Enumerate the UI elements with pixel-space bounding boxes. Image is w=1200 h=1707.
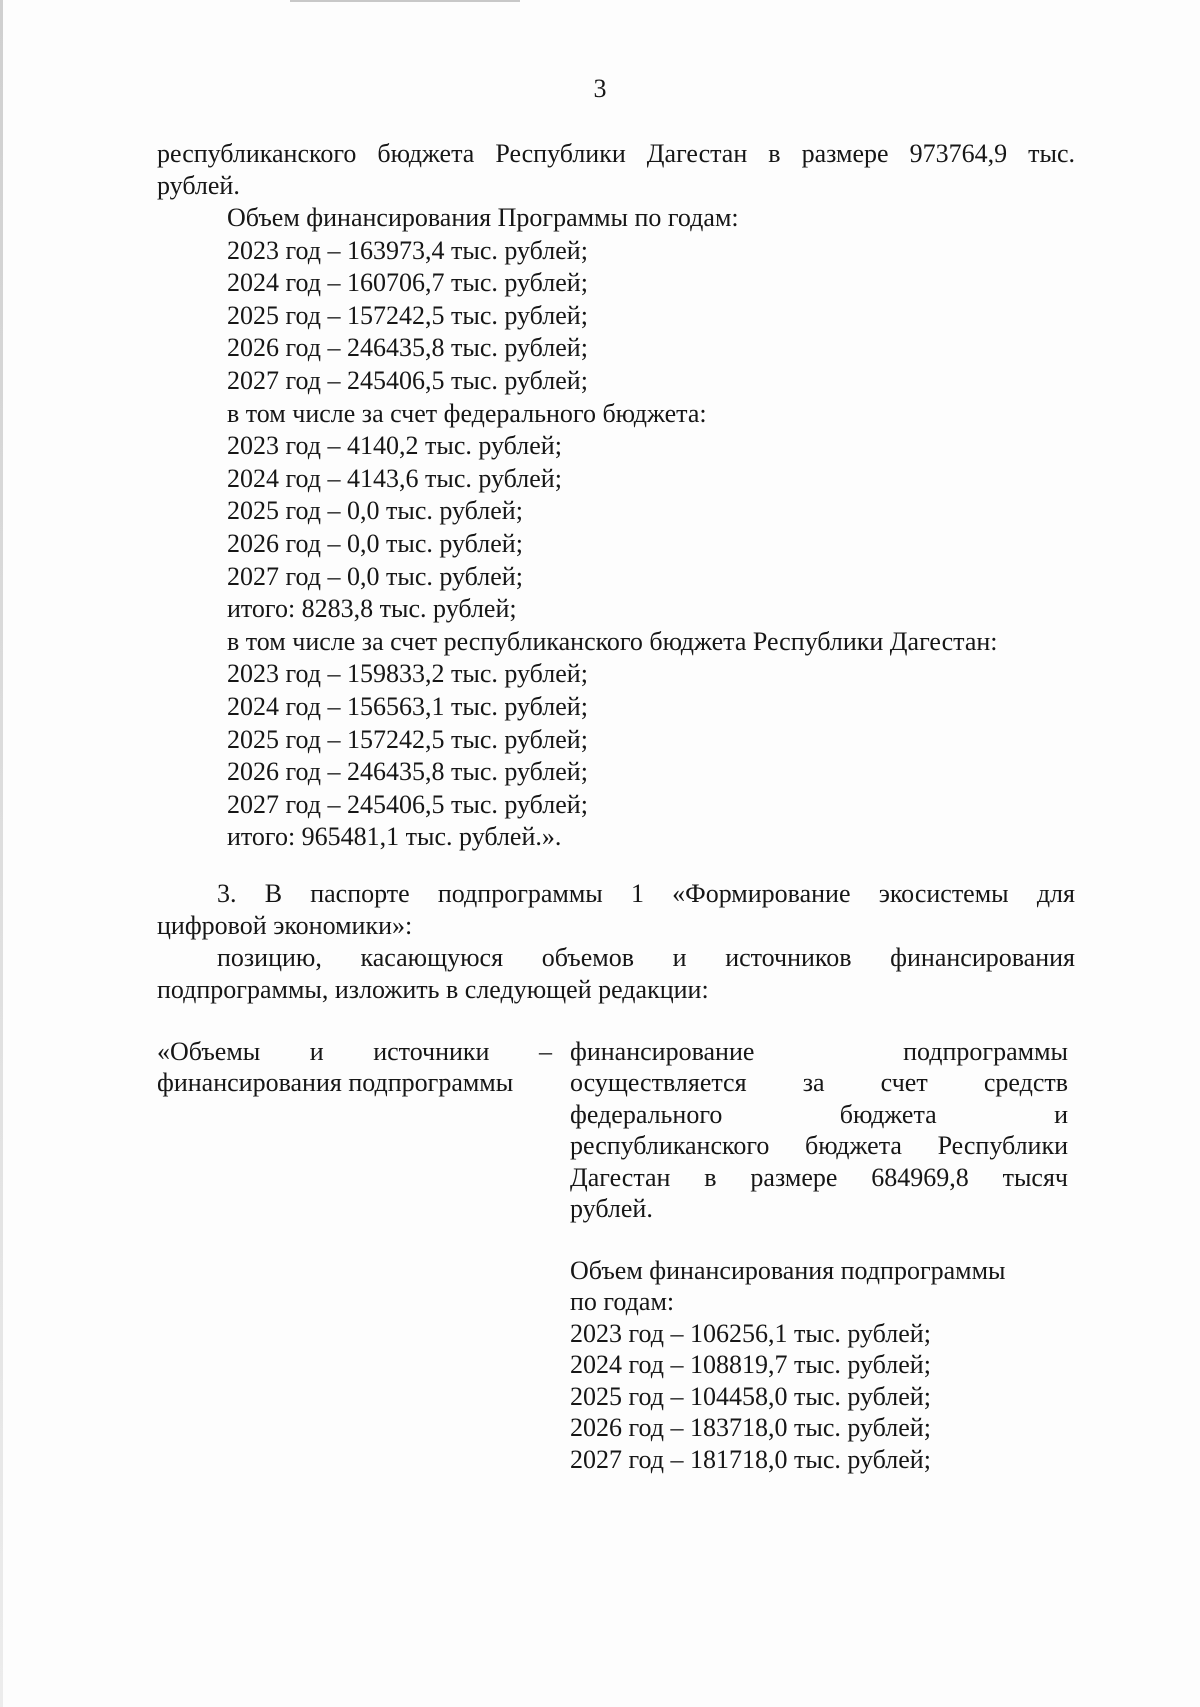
section-3-line-1: 3. В паспорте подпрограммы 1 «Формирование экосистемы для	[217, 878, 1075, 908]
table-right-line: 2024 год – 108819,7 тыс. рублей;	[570, 1350, 931, 1380]
table-paragraph-gap	[570, 1225, 1068, 1255]
program-line: 2025 год – 157242,5 тыс. рублей;	[227, 724, 588, 754]
table-right-line: Дагестан в размере 684969,8 тысяч	[570, 1162, 1068, 1192]
program-line: 2027 год – 0,0 тыс. рублей;	[227, 561, 523, 591]
table-right-line: рублей.	[570, 1194, 653, 1224]
program-line: 2024 год – 4143,6 тыс. рублей;	[227, 463, 562, 493]
program-line: 2026 год – 246435,8 тыс. рублей;	[227, 333, 588, 363]
program-line: в том числе за счет республиканского бюджета Республики Дагестан:	[227, 626, 998, 656]
section-3-line-3: позицию, касающуюся объемов и источников финансирования	[217, 942, 1075, 972]
scan-top-mark	[290, 0, 520, 2]
table-right-line: 2027 год – 181718,0 тыс. рублей;	[570, 1444, 931, 1474]
page-number: 3	[593, 74, 607, 103]
program-line: 2026 год – 0,0 тыс. рублей;	[227, 528, 523, 558]
table-left-line-1: «Объемы и источники –	[157, 1036, 552, 1066]
funding-passport-table	[157, 1036, 1075, 1476]
program-line: 2027 год – 245406,5 тыс. рублей;	[227, 365, 588, 395]
program-line: в том числе за счет федерального бюджета:	[227, 398, 707, 428]
table-right-line: 2026 год – 183718,0 тыс. рублей;	[570, 1413, 931, 1443]
program-line: 2023 год – 163973,4 тыс. рублей;	[227, 235, 588, 265]
table-right-line: Объем финансирования подпрограммы	[570, 1255, 1006, 1285]
program-line: 2025 год – 0,0 тыс. рублей;	[227, 496, 523, 526]
program-line: 2023 год – 4140,2 тыс. рублей;	[227, 431, 562, 461]
program-line: 2024 год – 160706,7 тыс. рублей;	[227, 268, 588, 298]
program-line: 2024 год – 156563,1 тыс. рублей;	[227, 691, 588, 721]
table-right-line: 2023 год – 106256,1 тыс. рублей;	[570, 1318, 931, 1348]
program-line: 2026 год – 246435,8 тыс. рублей;	[227, 757, 588, 787]
program-line: итого: 965481,1 тыс. рублей.».	[227, 822, 562, 852]
program-line: 2027 год – 245406,5 тыс. рублей;	[227, 789, 588, 819]
table-right-line: республиканского бюджета Республики	[570, 1131, 1068, 1161]
document-body	[157, 138, 1075, 1475]
program-line: 2023 год – 159833,2 тыс. рублей;	[227, 659, 588, 689]
section-3	[157, 878, 1075, 1006]
section-3-line-4: подпрограммы, изложить в следующей редакции:	[157, 974, 709, 1004]
intro-line-2: рублей.	[157, 171, 240, 200]
scan-edge-shadow	[0, 0, 3, 1707]
table-right-line: 2025 год – 104458,0 тыс. рублей;	[570, 1381, 931, 1411]
program-line: Объем финансирования Программы по годам:	[227, 203, 739, 232]
paragraph-gap	[157, 854, 1075, 878]
program-funding-list	[157, 202, 1075, 854]
table-right-line: осуществляется за счет средств	[570, 1068, 1068, 1098]
program-line: 2025 год – 157242,5 тыс. рублей;	[227, 300, 588, 330]
table-right-column	[570, 1036, 1068, 1476]
table-right-line: финансирование подпрограммы	[570, 1036, 1068, 1066]
table-right-line: федерального бюджета и	[570, 1099, 1068, 1129]
table-left-line-2: финансирования подпрограммы	[157, 1068, 514, 1098]
section-3-line-2: цифровой экономики»:	[157, 910, 413, 940]
table-left-column	[157, 1036, 552, 1476]
intro-line-1: республиканского бюджета Республики Дагестан в размере 973764,9 тыс.	[157, 139, 1075, 168]
table-right-line: по годам:	[570, 1287, 675, 1317]
program-line: итого: 8283,8 тыс. рублей;	[227, 594, 517, 624]
